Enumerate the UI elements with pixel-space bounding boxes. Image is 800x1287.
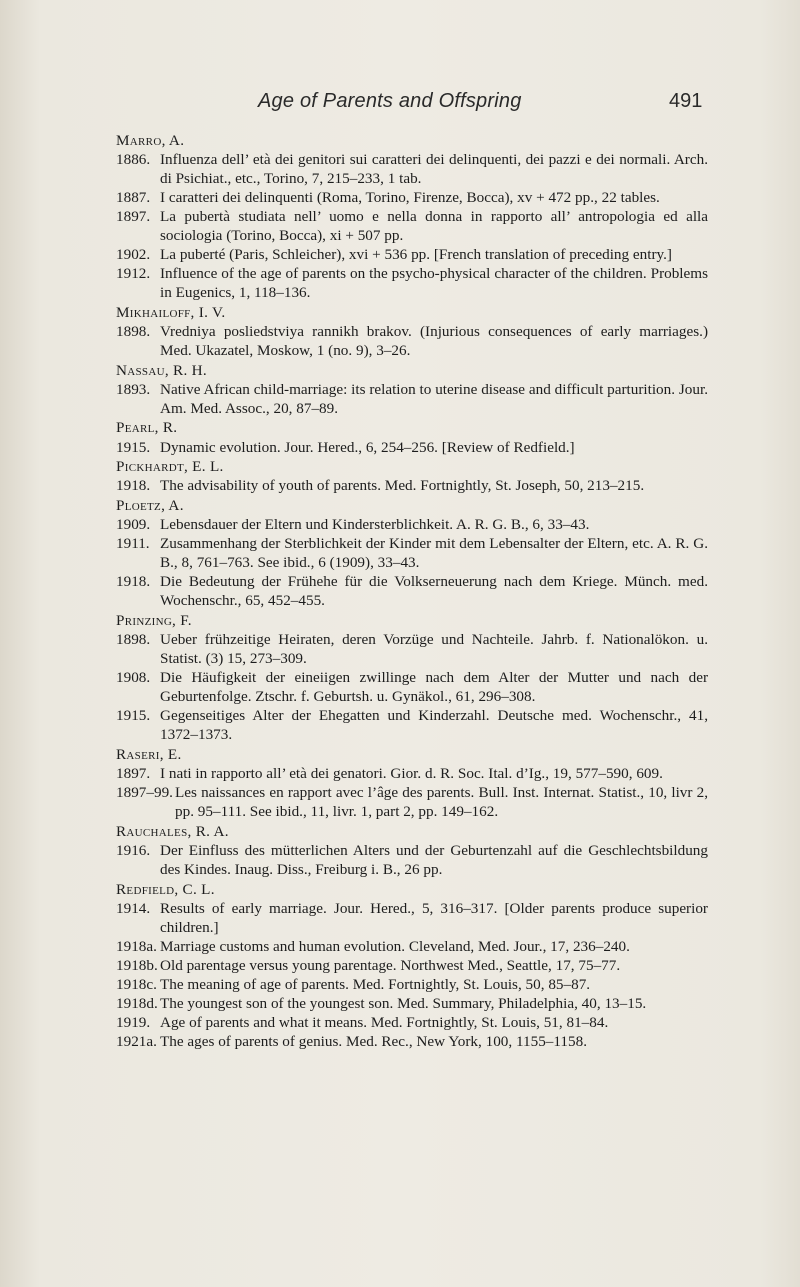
entry-citation: The advisability of youth of parents. Med. Fortnightly, St. Joseph, 50, 213–215. <box>160 477 645 495</box>
entry-citation: Old parentage versus young parentage. Northwest Med., Seattle, 17, 75–77. <box>160 957 621 975</box>
author-heading: Nassau, R. H. <box>116 361 208 379</box>
bibliography-entry <box>116 937 708 956</box>
author-heading: Raseri, E. <box>116 746 182 763</box>
entry-year: 1912. <box>116 265 151 283</box>
bibliography-entry <box>116 264 708 302</box>
entry-year: 1897. <box>116 207 151 225</box>
bibliography-entry <box>116 207 708 245</box>
bibliography-entry <box>116 1032 708 1051</box>
entry-citation: Die Bedeutung der Frühehe für die Volkserneuerung nach dem Kriege. Münch. med. Wochenschr., 65, 452–455. <box>160 573 708 610</box>
author-heading: Pearl, R. <box>116 419 178 437</box>
entry-citation: Die Häufigkeit der eineiigen zwillinge nach dem Alter der Mutter und nach der Geburtenfolge. Ztschr. f. Geburtsh. u. Gynäkol., 61, 296–308. <box>160 669 708 706</box>
entry-year: 1918c. <box>116 976 157 994</box>
bibliography-entry <box>116 630 708 668</box>
entry-citation: Ueber frühzeitige Heiraten, deren Vorzüge und Nachteile. Jahrb. f. Nationalökon. u. Statist. (3) 15, 273–309. <box>160 630 708 668</box>
entry-citation: Gegenseitiges Alter der Ehegatten und Kinderzahl. Deutsche med. Wochenschr., 41, 1372–1373. <box>160 707 708 744</box>
entry-year: 1918b. <box>116 957 158 975</box>
entry-year: 1902. <box>116 246 151 264</box>
entry-year: 1914. <box>116 899 151 917</box>
bibliography-entry <box>116 534 708 572</box>
bibliography-entry <box>116 994 708 1013</box>
entry-citation: Zusammenhang der Sterblichkeit der Kinder mit dem Lebensalter der Eltern, etc. A. R. G. B., 8, 761–763. See ibid., 6 (1909), 33–43. <box>160 534 708 572</box>
entry-citation: Influence of the age of parents on the psycho-physical character of the children. Problems in Eugenics, 1, 118–136. <box>160 265 708 302</box>
entry-year: 1918d. <box>116 995 158 1013</box>
bibliography-entry <box>116 706 708 744</box>
entry-citation: The meaning of age of parents. Med. Fortnightly, St. Louis, 50, 85–87. <box>160 976 591 994</box>
author-heading: Marro, A. <box>116 131 185 149</box>
entry-year: 1911. <box>116 534 150 552</box>
page-number: 491 <box>669 90 703 112</box>
entry-year: 1919. <box>116 1014 151 1032</box>
entry-year: 1898. <box>116 630 151 648</box>
author-heading: Ploetz, A. <box>116 496 184 514</box>
author-heading: Redfield, C. L. <box>116 880 215 898</box>
entry-year: 1893. <box>116 380 151 398</box>
entry-year: 1915. <box>116 707 151 725</box>
entry-citation: La puberté (Paris, Schleicher), xvi + 536 pp. [French translation of preceding entry.] <box>160 246 672 264</box>
entry-year: 1921a. <box>116 1033 157 1051</box>
entry-citation: Les naissances en rapport avec l’âge des parents. Bull. Inst. Internat. Statist., 10, livr 2, pp. 95–111. See ibid., 11, livr. 1, part 2, pp. 149–162. <box>175 784 708 821</box>
entry-citation: Dynamic evolution. Jour. Hered., 6, 254–256. [Review of Redfield.] <box>160 438 575 456</box>
running-title: Age of Parents and Offspring <box>258 90 522 112</box>
entry-year: 1918. <box>116 477 151 495</box>
entry-citation: Der Einfluss des mütterlichen Alters und der Geburtenzahl auf die Geschlechtsbildung des Kindes. Inaug. Diss., Freiburg i. B., 26 pp. <box>160 841 708 879</box>
entry-citation: Native African child-marriage: its relation to uterine disease and difficult parturition. Jour. Am. Med. Assoc., 20, 87–89. <box>160 380 708 417</box>
bibliography-entry <box>116 188 708 207</box>
entry-year: 1908. <box>116 669 151 687</box>
bibliography-entry <box>116 572 708 610</box>
entry-year: 1897. <box>116 765 151 783</box>
bibliography-entry <box>116 476 708 495</box>
entry-year: 1909. <box>116 515 151 533</box>
author-heading: Pickhardt, E. L. <box>116 458 224 476</box>
bibliography-entry <box>116 841 708 879</box>
entry-citation: I caratteri dei delinquenti (Roma, Torino, Firenze, Bocca), xv + 472 pp., 22 tables. <box>160 188 660 206</box>
bibliography-entry <box>116 899 708 937</box>
bibliography-entry <box>116 245 708 264</box>
bibliography-entry <box>116 150 708 188</box>
entry-citation: The ages of parents of genius. Med. Rec., New York, 100, 1155–1158. <box>160 1033 588 1051</box>
entry-citation: Age of parents and what it means. Med. Fortnightly, St. Louis, 51, 81–84. <box>160 1014 609 1032</box>
entry-citation: La pubertà studiata nell’ uomo e nella donna in rapporto all’ antropologia ed alla sociologia (Torino, Bocca), xi + 507 pp. <box>160 207 708 244</box>
entry-year: 1886. <box>116 150 151 168</box>
bibliography-entry <box>116 380 708 418</box>
entry-year: 1898. <box>116 322 151 340</box>
bibliography-entry <box>116 956 708 975</box>
entry-year: 1915. <box>116 438 151 456</box>
entry-citation: I nati in rapporto all’ età dei genatori. Gior. d. R. Soc. Ital. d’Ig., 19, 577–590, 609. <box>160 765 663 783</box>
entry-citation: The youngest son of the youngest son. Med. Summary, Philadelphia, 40, 13–15. <box>160 995 647 1013</box>
entry-citation: Marriage customs and human evolution. Cleveland, Med. Jour., 17, 236–240. <box>160 937 630 955</box>
bibliography-list <box>116 130 708 1052</box>
bibliography-entry <box>116 322 708 360</box>
entry-year: 1918. <box>116 573 151 591</box>
bibliography-entry <box>116 515 708 534</box>
bibliography-entry <box>116 668 708 706</box>
entry-citation: Lebensdauer der Eltern und Kindersterblichkeit. A. R. G. B., 6, 33–43. <box>160 515 590 533</box>
bibliography-entry <box>116 783 708 821</box>
entry-year: 1918a. <box>116 937 157 955</box>
author-heading: Mikhailoff, I. V. <box>116 303 226 321</box>
entry-citation: Vredniya posliedstviya rannikh brakov. (Injurious consequences of early marriages.) Med. Ukazatel, Moskow, 1 (no. 9), 3–26. <box>160 322 708 360</box>
entry-year: 1887. <box>116 188 151 206</box>
bibliography-entry <box>116 764 708 783</box>
entry-year: 1916. <box>116 841 151 859</box>
bibliography-entry <box>116 975 708 994</box>
bibliography-entry <box>116 1013 708 1032</box>
author-heading: Rauchales, R. A. <box>116 822 229 840</box>
entry-citation: Influenza dell’ età dei genitori sui caratteri dei delinquenti, dei pazzi e dei normali. Arch. di Psichiat., etc., Torino, 7, 215–233, 1 tab. <box>160 150 708 187</box>
entry-citation: Results of early marriage. Jour. Hered., 5, 316–317. [Older parents produce superior children.] <box>160 899 708 936</box>
bibliography-entry <box>116 438 708 457</box>
entry-year: 1897–99. <box>116 784 173 802</box>
page-header <box>0 90 800 120</box>
author-heading: Prinzing, F. <box>116 611 192 629</box>
